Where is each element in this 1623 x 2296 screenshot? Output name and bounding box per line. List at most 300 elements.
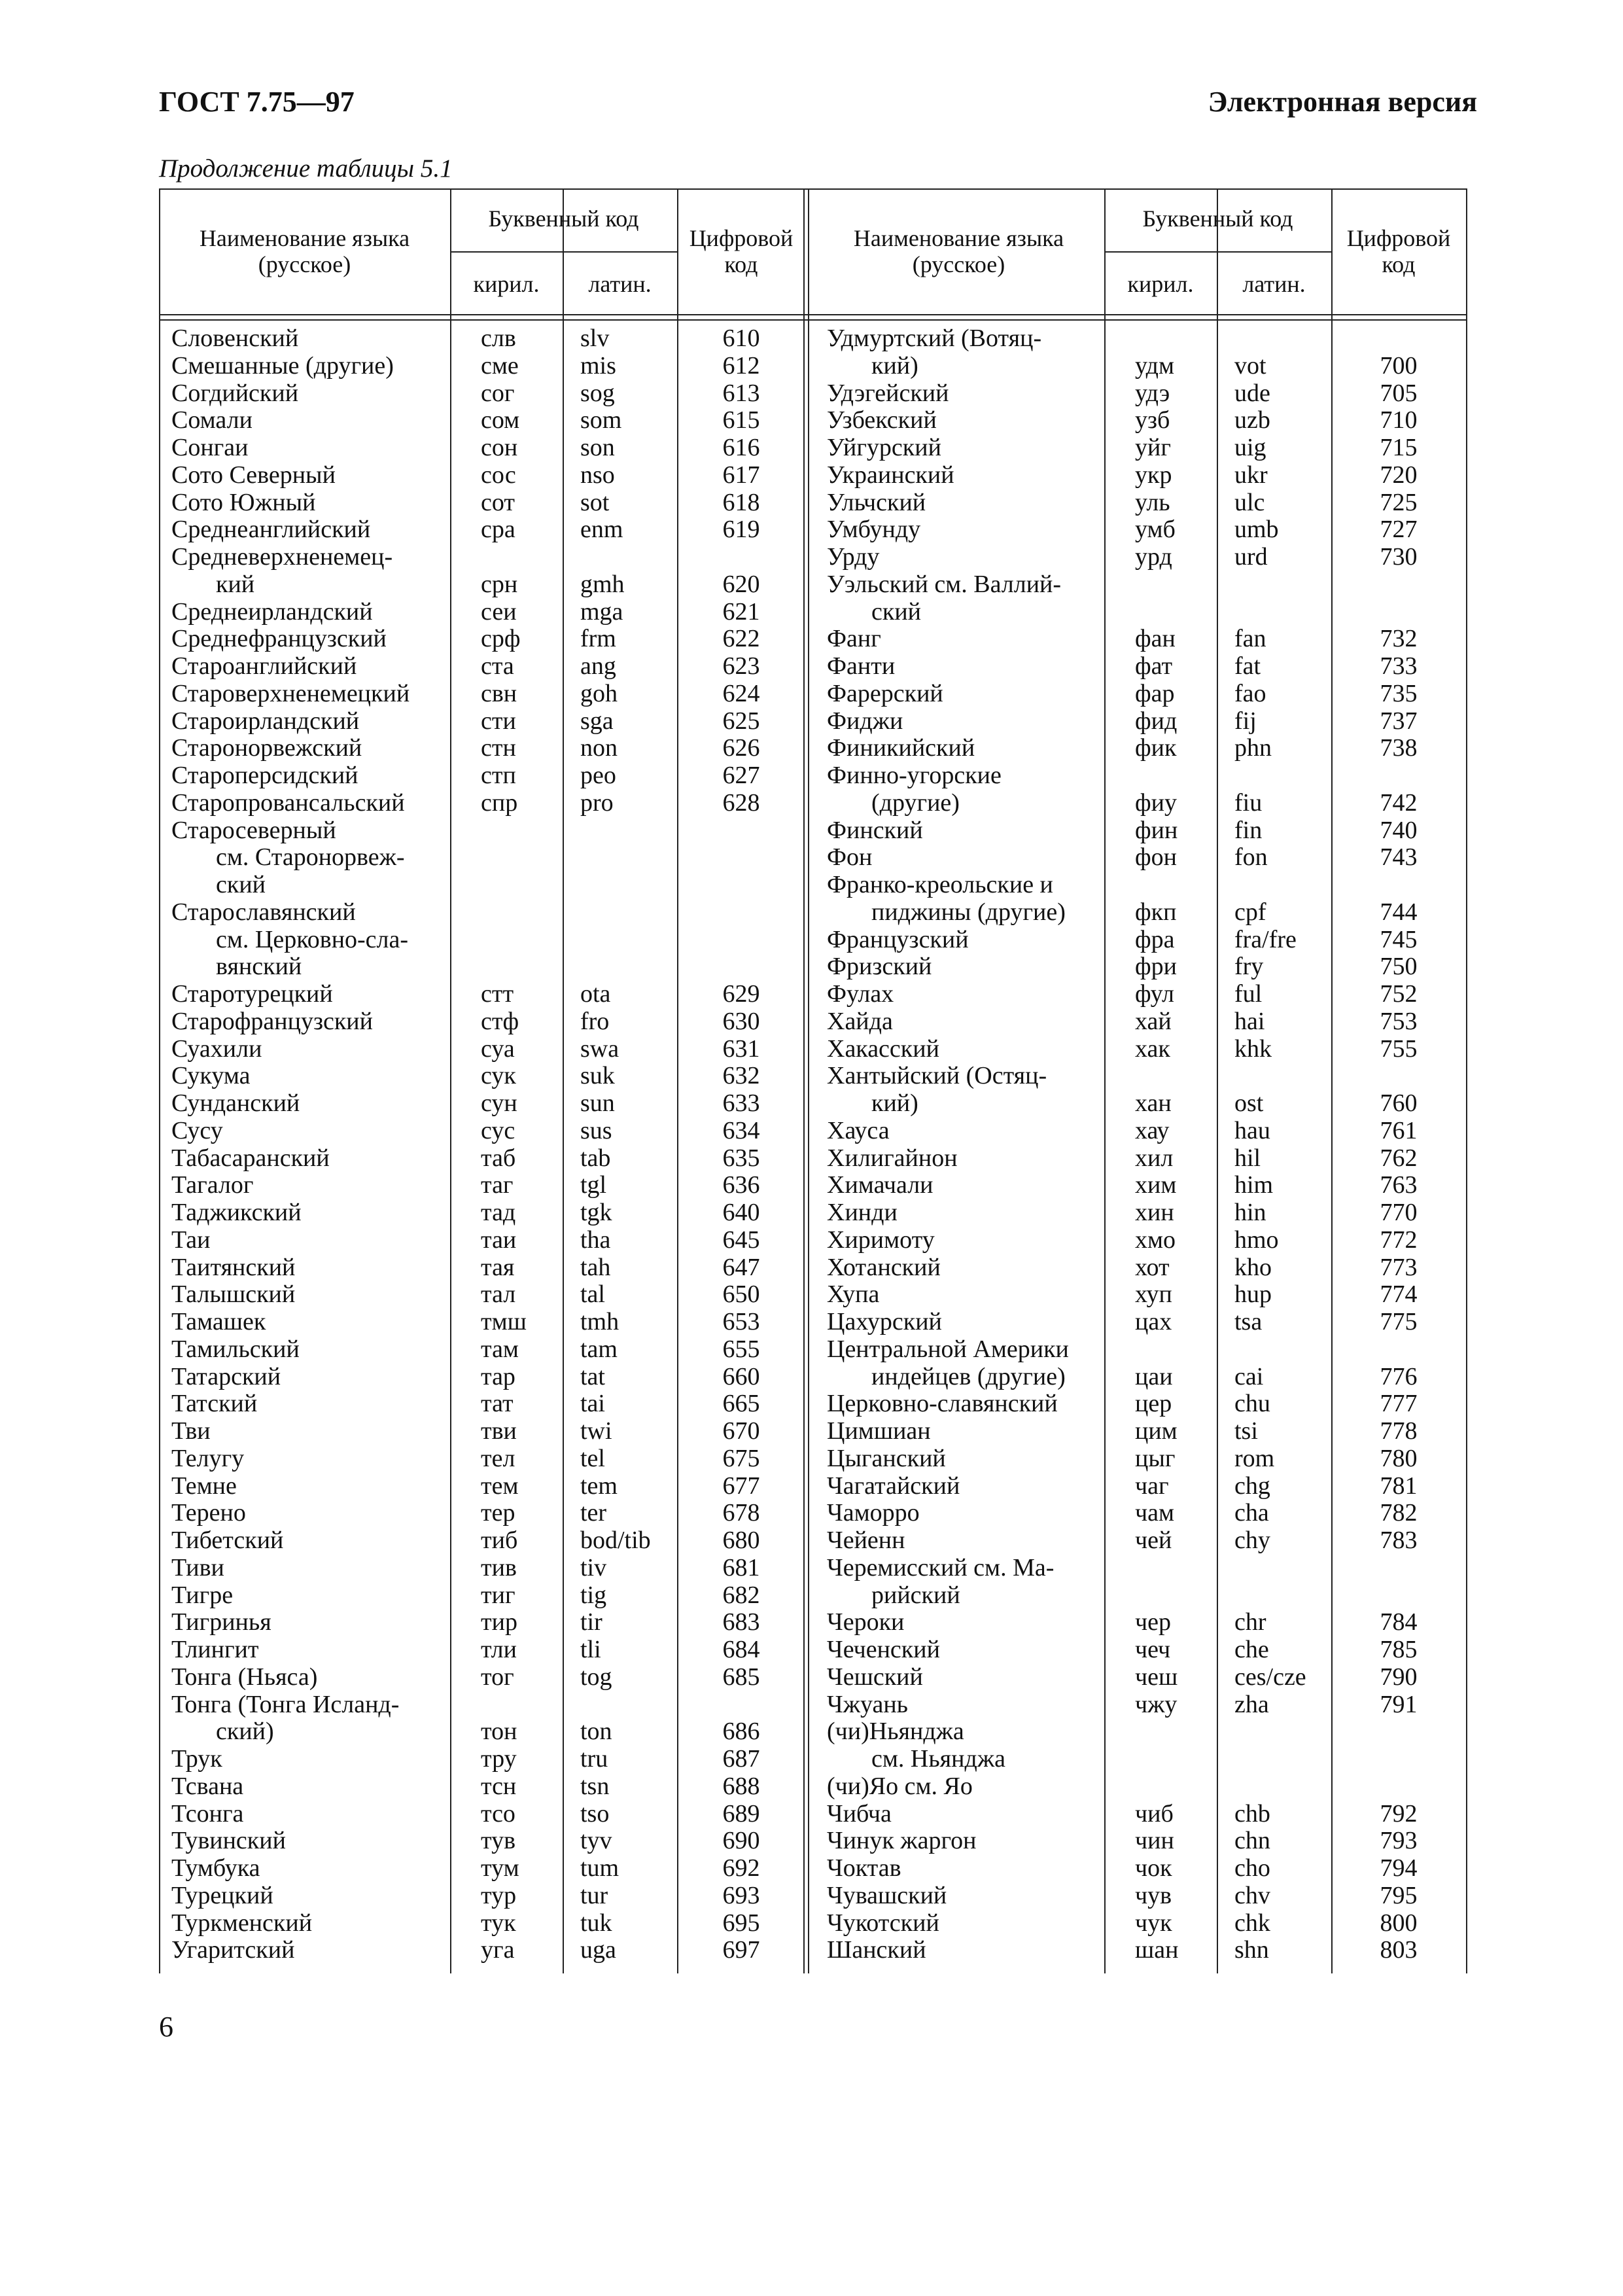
table-row <box>580 1281 678 1309</box>
table-row <box>1234 1199 1333 1227</box>
cell-name: Суахили <box>171 1034 262 1063</box>
cell-cyr: узб <box>1135 406 1170 434</box>
table-row <box>580 1828 678 1855</box>
cell-lat: ukr <box>1234 461 1268 489</box>
table-row <box>481 1418 579 1445</box>
table-row <box>481 1090 579 1118</box>
table-row <box>1336 1882 1461 1910</box>
cell-name: (чи)Яо см. Яо <box>827 1772 973 1800</box>
cell-cyr: хил <box>1135 1144 1174 1172</box>
cell-lat: ang <box>580 652 616 680</box>
cell-cyr: таб <box>481 1144 516 1172</box>
table-row <box>1336 380 1461 408</box>
header-language-name: Наименование языка (русское) <box>199 225 410 277</box>
table-row <box>1135 1063 1233 1090</box>
table-row <box>682 1418 800 1445</box>
table-row <box>171 1227 446 1254</box>
table-row <box>171 462 446 489</box>
cell-name: Тумбука <box>171 1854 260 1882</box>
cell-cyr: чам <box>1135 1499 1175 1527</box>
cell-num: 715 <box>1380 434 1418 461</box>
cell-lat: tha <box>580 1226 611 1254</box>
table-row <box>682 1937 800 1964</box>
cell-num: 785 <box>1380 1636 1418 1663</box>
cell-cyr: сеи <box>481 597 517 626</box>
table-row <box>1234 927 1333 954</box>
table-row <box>1234 953 1333 981</box>
cell-lat: chk <box>1234 1909 1270 1937</box>
cell-num: 720 <box>1380 461 1418 489</box>
table-row <box>481 626 579 653</box>
cell-cyr: тер <box>481 1499 515 1527</box>
table-row <box>1234 434 1333 462</box>
cell-name: Татарский <box>171 1362 281 1390</box>
table-row <box>171 1746 446 1773</box>
table-row <box>580 1582 678 1610</box>
table-row <box>1135 899 1233 927</box>
cell-num: 677 <box>722 1472 760 1500</box>
table-row <box>171 544 446 571</box>
table-row <box>1135 516 1233 544</box>
table-row <box>1336 599 1461 626</box>
cell-cyr: урд <box>1135 543 1172 571</box>
cell-cyr: чеч <box>1135 1636 1171 1663</box>
table-row <box>1234 872 1333 899</box>
cell-lat: fat <box>1234 652 1261 680</box>
cell-name: ский) <box>216 1718 274 1746</box>
cell-name: Уйгурский <box>827 434 941 461</box>
table-row <box>171 1336 446 1364</box>
table-row <box>171 1390 446 1418</box>
table-row <box>1336 626 1461 653</box>
table-row <box>1135 1937 1233 1964</box>
table-row <box>580 653 678 680</box>
table-row <box>1135 1172 1233 1199</box>
cell-lat: tso <box>580 1799 610 1828</box>
cell-cyr: фул <box>1135 980 1174 1008</box>
table-row <box>171 1937 446 1964</box>
table-row <box>682 1036 800 1063</box>
cell-name: Тсонга <box>171 1799 244 1828</box>
cell-cyr: сме <box>481 351 519 380</box>
table-row <box>827 899 1108 927</box>
table-row <box>1336 1691 1461 1719</box>
cell-num: 778 <box>1380 1417 1418 1445</box>
table-row <box>1234 353 1333 380</box>
table-row <box>682 927 800 954</box>
cell-cyr: тив <box>481 1553 517 1581</box>
cell-name: Фанти <box>827 652 896 680</box>
table-row <box>1135 817 1233 845</box>
table-row <box>1234 1582 1333 1610</box>
cell-cyr: тук <box>481 1909 516 1937</box>
table-row <box>682 1910 800 1937</box>
table-row <box>827 1254 1108 1282</box>
cell-cyr: срн <box>481 570 518 598</box>
cell-name: Чинук жаргон <box>827 1827 977 1855</box>
table-row <box>1234 1555 1333 1582</box>
cell-num: 781 <box>1380 1472 1418 1500</box>
cell-cyr: слв <box>481 325 516 352</box>
table-row <box>1336 817 1461 845</box>
table-row <box>171 1527 446 1555</box>
table-row <box>171 1254 446 1282</box>
cell-lat: tem <box>580 1472 618 1500</box>
cell-num: 610 <box>722 325 760 352</box>
table-row <box>481 1063 579 1090</box>
table-row <box>580 1036 678 1063</box>
table-row <box>1135 626 1233 653</box>
cell-cyr: чаг <box>1135 1472 1169 1500</box>
cell-name: Сомали <box>171 406 253 434</box>
cell-cyr: тем <box>481 1472 519 1500</box>
cell-name: Тигре <box>171 1581 234 1609</box>
cell-num: 725 <box>1380 488 1418 516</box>
cell-cyr: сот <box>481 488 515 516</box>
cell-num: 733 <box>1380 652 1418 680</box>
table-row <box>171 981 446 1008</box>
table-row <box>1336 1801 1461 1828</box>
cell-name: Чагатайский <box>827 1472 960 1500</box>
table-row <box>827 1500 1108 1527</box>
cell-num: 755 <box>1380 1034 1418 1063</box>
cell-lat: tir <box>580 1608 602 1636</box>
table-row <box>682 735 800 762</box>
table-row <box>481 489 579 517</box>
cell-cyr: чин <box>1135 1827 1174 1855</box>
table-row <box>682 1281 800 1309</box>
cell-cyr: тал <box>481 1280 516 1309</box>
cell-name: Тагалог <box>171 1171 254 1199</box>
table-row <box>827 626 1108 653</box>
table-row <box>171 1063 446 1090</box>
table-row <box>682 1828 800 1855</box>
table-row <box>1234 1364 1333 1391</box>
table-row <box>1336 653 1461 680</box>
cell-lat: hil <box>1234 1144 1261 1172</box>
table-row <box>580 1364 678 1391</box>
table-row <box>580 380 678 408</box>
table-row <box>1135 981 1233 1008</box>
table-row <box>481 653 579 680</box>
table-row <box>682 571 800 599</box>
cell-lat: bod/tib <box>580 1527 651 1554</box>
cell-name: Финно-угорские <box>827 762 1002 789</box>
table-row <box>580 1473 678 1500</box>
cell-num: 780 <box>1380 1444 1418 1472</box>
table-row <box>682 790 800 817</box>
table-row <box>827 571 1108 599</box>
cell-name: Цыганский <box>827 1444 946 1472</box>
cell-num: 688 <box>722 1772 760 1800</box>
table-row <box>1135 1527 1233 1555</box>
table-row <box>1135 872 1233 899</box>
cell-lat: fan <box>1234 625 1266 653</box>
table-row <box>1135 1445 1233 1473</box>
cell-lat: hmo <box>1234 1226 1279 1254</box>
cell-name: кий) <box>871 1089 918 1117</box>
cell-cyr: стт <box>481 980 514 1008</box>
table-row <box>682 1145 800 1173</box>
table-row <box>580 680 678 708</box>
table-row <box>827 1555 1108 1582</box>
cell-cyr: цах <box>1135 1308 1172 1335</box>
table-row <box>580 1500 678 1527</box>
cell-lat: tsn <box>580 1772 610 1800</box>
table-row <box>1336 1937 1461 1964</box>
cell-name: Сонгаи <box>171 434 249 461</box>
cell-lat: chu <box>1234 1390 1270 1418</box>
cell-name: Тонга (Тонга Исланд- <box>171 1690 400 1718</box>
cell-lat: khk <box>1234 1034 1272 1063</box>
table-row <box>682 516 800 544</box>
cell-num: 619 <box>722 516 760 544</box>
table-row <box>682 1746 800 1773</box>
table-row <box>827 1527 1108 1555</box>
table-row <box>1135 1145 1233 1173</box>
cell-num: 620 <box>722 570 760 598</box>
table-row <box>580 844 678 872</box>
cell-lat: chv <box>1234 1881 1270 1909</box>
cell-num: 627 <box>722 762 760 789</box>
table-row <box>580 1063 678 1090</box>
cell-lat: tsi <box>1234 1417 1258 1445</box>
table-row <box>171 516 446 544</box>
cell-num: 783 <box>1380 1527 1418 1554</box>
table-row <box>1234 1691 1333 1719</box>
table-row <box>1336 1828 1461 1855</box>
table-row <box>580 1910 678 1937</box>
table-row <box>1135 653 1233 680</box>
table-row <box>171 1828 446 1855</box>
cell-name: Хинди <box>827 1199 898 1226</box>
table-row <box>580 735 678 762</box>
table-row <box>1234 1801 1333 1828</box>
cell-name: Сунданский <box>171 1089 300 1117</box>
cell-cyr: тув <box>481 1827 516 1855</box>
table-row <box>171 1691 446 1719</box>
table-row <box>682 844 800 872</box>
cell-num: 653 <box>722 1308 760 1335</box>
table-row <box>481 325 579 353</box>
table-row <box>1135 735 1233 762</box>
table-row <box>171 872 446 899</box>
table-row <box>1234 380 1333 408</box>
cell-name: Словенский <box>171 325 299 352</box>
table-row <box>171 653 446 680</box>
cell-num: 732 <box>1380 625 1418 653</box>
cell-lat: suk <box>580 1062 615 1090</box>
cell-name: Хотанский <box>827 1253 941 1281</box>
cell-lat: uga <box>580 1936 616 1964</box>
cell-lat: zha <box>1234 1690 1269 1718</box>
cell-num: 772 <box>1380 1226 1418 1254</box>
table-row <box>580 1555 678 1582</box>
cell-cyr: удэ <box>1135 379 1170 407</box>
table-row <box>1336 1336 1461 1364</box>
left-latin-column <box>580 325 678 1964</box>
cell-lat: peo <box>580 762 616 789</box>
cell-lat: frm <box>580 625 616 653</box>
cell-num: 744 <box>1380 898 1418 926</box>
cell-lat: ton <box>580 1718 612 1746</box>
table-row <box>481 1527 579 1555</box>
table-row <box>1135 434 1233 462</box>
cell-lat: son <box>580 434 615 461</box>
table-row <box>1234 1036 1333 1063</box>
table-row <box>1135 1090 1233 1118</box>
table-row <box>171 817 446 845</box>
table-row <box>1135 1418 1233 1445</box>
cell-cyr: тиг <box>481 1581 515 1609</box>
table-row <box>682 1636 800 1664</box>
table-row <box>171 380 446 408</box>
table-row <box>171 434 446 462</box>
table-row <box>481 1555 579 1582</box>
cell-lat: chy <box>1234 1527 1270 1554</box>
cell-num: 693 <box>722 1881 760 1909</box>
table-row <box>1336 1664 1461 1691</box>
table-row <box>481 1254 579 1282</box>
table-row <box>682 1718 800 1746</box>
cell-num: 777 <box>1380 1390 1418 1418</box>
table-row <box>1135 1582 1233 1610</box>
header-numeric-code: Цифровой код <box>1346 225 1451 277</box>
table-row <box>827 1773 1108 1801</box>
cell-num: 660 <box>722 1362 760 1390</box>
cell-cyr: хай <box>1135 1007 1172 1035</box>
table-row <box>827 1227 1108 1254</box>
table-row <box>1336 1036 1461 1063</box>
cell-name: Фанг <box>827 625 881 653</box>
table-row <box>580 1254 678 1282</box>
table-row <box>580 1172 678 1199</box>
cell-lat: som <box>580 406 622 434</box>
cell-cyr: шан <box>1135 1936 1179 1964</box>
cell-name: Таи <box>171 1226 211 1254</box>
table-row <box>171 1090 446 1118</box>
table-row <box>827 1691 1108 1719</box>
cell-lat: cho <box>1234 1854 1270 1882</box>
cell-num: 650 <box>722 1280 760 1309</box>
table-row <box>827 516 1108 544</box>
cell-num: 735 <box>1380 679 1418 707</box>
table-row <box>827 1855 1108 1882</box>
left-cyrillic-column <box>481 325 579 1964</box>
table-row <box>1336 790 1461 817</box>
cell-cyr: спр <box>481 788 518 817</box>
table-row <box>481 680 579 708</box>
cell-name: см. Ньянджа <box>871 1745 1005 1773</box>
table-row <box>171 953 446 981</box>
cell-num: 640 <box>722 1199 760 1226</box>
cell-lat: non <box>580 734 618 762</box>
table-row <box>1234 735 1333 762</box>
table-row <box>1234 1855 1333 1882</box>
table-row <box>1234 680 1333 708</box>
table-border-top <box>159 188 1467 190</box>
table-row <box>827 1199 1108 1227</box>
table-row <box>1234 325 1333 353</box>
header-latin: латин. <box>1242 271 1306 297</box>
table-row <box>1135 1281 1233 1309</box>
cell-name: Старофранцузский <box>171 1007 373 1035</box>
table-row <box>1234 1937 1333 1964</box>
cell-lat: tgl <box>580 1171 607 1199</box>
cell-cyr: тру <box>481 1745 517 1773</box>
cell-num: 670 <box>722 1417 760 1445</box>
table-row <box>1336 762 1461 790</box>
cell-num: 682 <box>722 1581 760 1609</box>
cell-num: 800 <box>1380 1909 1418 1937</box>
table-row <box>1234 544 1333 571</box>
table-row <box>580 1118 678 1145</box>
cell-num: 803 <box>1380 1936 1418 1964</box>
table-row <box>1336 1910 1461 1937</box>
table-row <box>827 1473 1108 1500</box>
cell-name: Старосеверный <box>171 816 336 844</box>
cell-lat: tmh <box>580 1308 620 1335</box>
cell-name: Чеченский <box>827 1636 940 1663</box>
table-row <box>1336 735 1461 762</box>
table-row <box>1135 1309 1233 1336</box>
cell-lat: cai <box>1234 1362 1264 1390</box>
cell-num: 770 <box>1380 1199 1418 1226</box>
table-row <box>171 325 446 353</box>
cell-cyr: хот <box>1135 1253 1170 1281</box>
table-row <box>1336 872 1461 899</box>
table-row <box>580 1199 678 1227</box>
cell-lat: urd <box>1234 543 1268 571</box>
table-row <box>1234 844 1333 872</box>
table-row <box>682 599 800 626</box>
table-row <box>580 599 678 626</box>
table-row <box>682 1773 800 1801</box>
table-row <box>1135 1008 1233 1036</box>
table-row <box>580 1855 678 1882</box>
cell-name: кий) <box>871 351 918 380</box>
cell-lat: cpf <box>1234 898 1266 926</box>
table-row <box>580 1609 678 1636</box>
table-row <box>481 1390 579 1418</box>
table-row <box>1135 1390 1233 1418</box>
table-row <box>827 1063 1108 1090</box>
cell-name: Хиримоту <box>827 1226 935 1254</box>
cell-lat: hai <box>1234 1007 1265 1035</box>
table-row <box>1336 462 1461 489</box>
cell-num: 750 <box>1380 953 1418 981</box>
table-row <box>1336 1746 1461 1773</box>
table-row <box>580 1336 678 1364</box>
cell-num: 697 <box>722 1936 760 1964</box>
cell-cyr: сун <box>481 1089 517 1117</box>
table-row <box>481 571 579 599</box>
cell-num: 636 <box>722 1171 760 1199</box>
table-row <box>827 1910 1108 1937</box>
table-row <box>682 1855 800 1882</box>
table-row <box>1135 1199 1233 1227</box>
cell-lat: tli <box>580 1636 601 1663</box>
cell-name: Цахурский <box>827 1308 942 1335</box>
cell-cyr: чжу <box>1135 1690 1178 1718</box>
cell-lat: phn <box>1234 734 1272 762</box>
table-row <box>682 1609 800 1636</box>
table-row <box>1135 325 1233 353</box>
table-row <box>1135 1746 1233 1773</box>
table-row <box>171 762 446 790</box>
table-row <box>682 1500 800 1527</box>
table-row <box>1234 1636 1333 1664</box>
